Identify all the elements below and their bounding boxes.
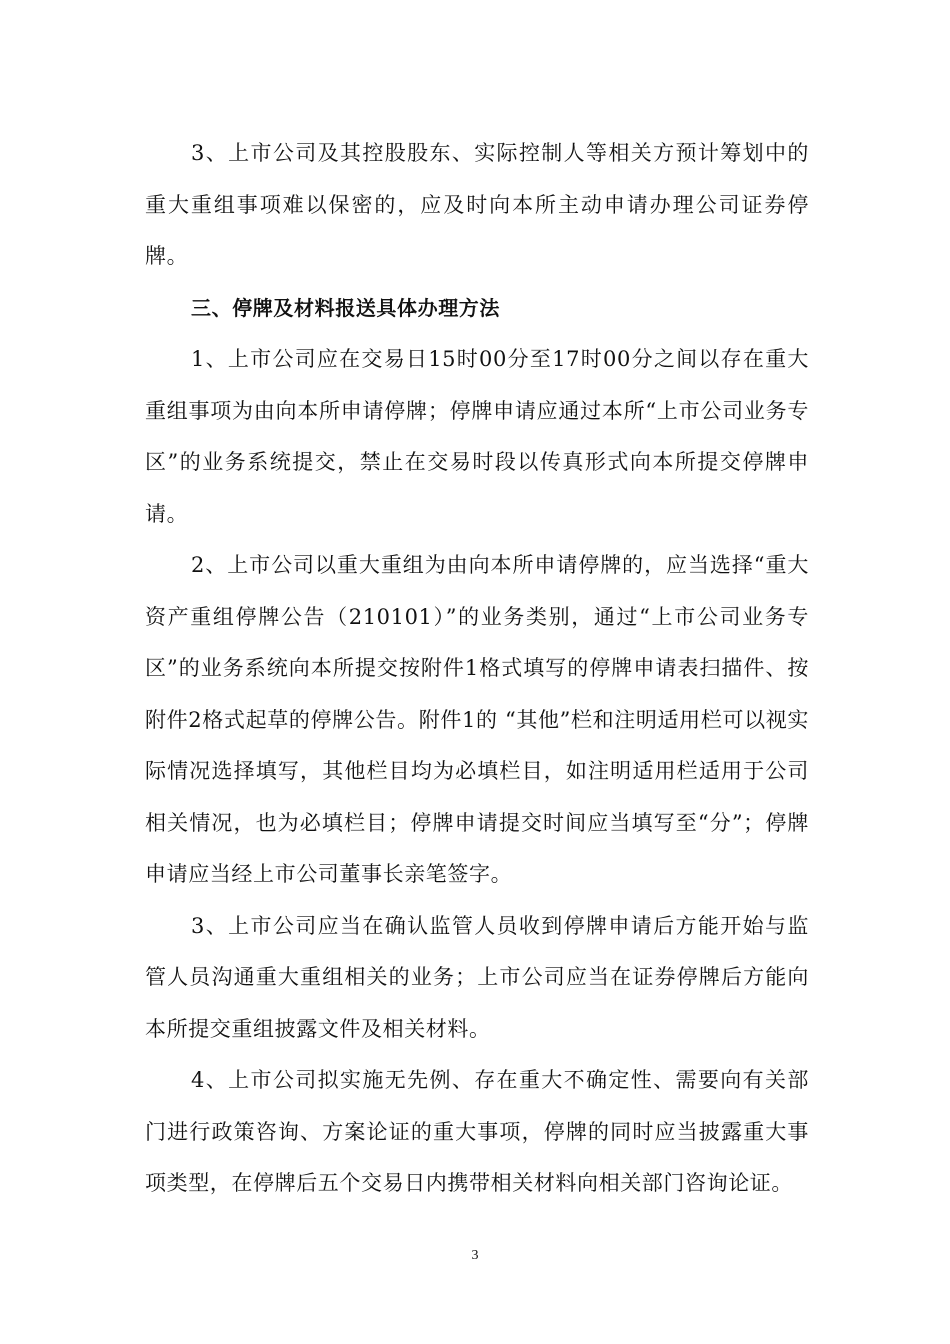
paragraph-item-2-business-category: 2、上市公司以重大重组为由向本所申请停牌的，应当选择“重大资产重组停牌公告（210101）”的业务类别，通过“上市公司业务专区”的业务系统向本所提交按附件1格式填写的停牌申请表扫描件、按附件2格式起草的停牌公告。附件1的 “其他”栏和注明适用栏可以视实际情况选择填写，其他栏目均为必填栏目，如注明适用栏适用于公司相关情况，也为必填栏目；停牌申请提交时间应当填写至“分”；停牌申请应当经上市公司董事长亲笔签字。 [145, 553, 809, 886]
paragraph-item-3-confidentiality: 3、上市公司及其控股股东、实际控制人等相关方预计筹划中的重大重组事项难以保密的，应及时向本所主动申请办理公司证券停牌。 [145, 141, 809, 268]
paragraph-item-3-communication: 3、上市公司应当在确认监管人员收到停牌申请后方能开始与监管人员沟通重大重组相关的业务；上市公司应当在证券停牌后方能向本所提交重组披露文件及相关材料。 [145, 913, 809, 1041]
document-body [145, 128, 809, 1210]
paragraph-item-4-consultation: 4、上市公司拟实施无先例、存在重大不确定性、需要向有关部门进行政策咨询、方案论证的重大事项，停牌的同时应当披露重大事项类型，在停牌后五个交易日内携带相关材料向相关部门咨询论证。 [145, 1068, 809, 1195]
paragraph-item-1-application-time: 1、上市公司应在交易日15时00分至17时00分之间以存在重大重组事项为由向本所申请停牌；停牌申请应通过本所“上市公司业务专区”的业务系统提交，禁止在交易时段以传真形式向本所提交停牌申请。 [145, 347, 809, 526]
page-number: 3 [471, 1248, 479, 1263]
section-heading-suspension-procedure: 三、停牌及材料报送具体办理方法 [191, 295, 500, 320]
